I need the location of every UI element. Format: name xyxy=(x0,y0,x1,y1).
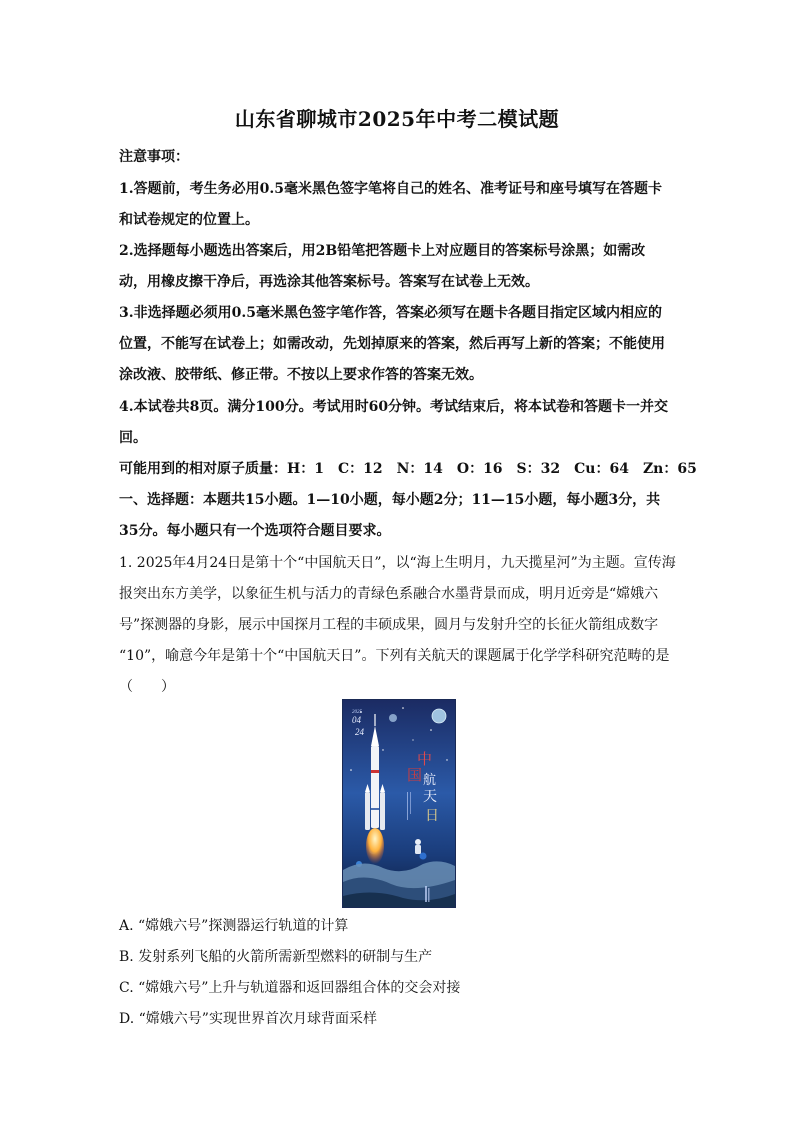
answer-blank: （ ） xyxy=(119,679,175,695)
option-a: A. “嫦娥六号”探测器运行轨道的计算 xyxy=(119,918,349,934)
astronaut-icon xyxy=(415,839,421,854)
planet-icon xyxy=(389,714,397,722)
notice-line: 位置，不能写在试卷上；如需改动，先划掉原来的答案，然后再写上新的答案；不能使用 xyxy=(119,336,665,352)
notice-line: 2.选择题每小题选出答案后，用2B铅笔把答题卡上对应题目的答案标号涂黑；如需改 xyxy=(119,243,646,259)
poster-headline-char: 国 xyxy=(407,766,423,784)
poster-headline-char: 天 xyxy=(423,789,437,805)
notice-line: 涂改液、胶带纸、修正带。不按以上要求作答的答案无效。 xyxy=(119,367,483,383)
poster-month: 04 xyxy=(352,715,361,725)
atomic-masses: 可能用到的相对原子质量：H：1 C：12 N：14 O：16 S：32 Cu：64 Zn：65 xyxy=(119,461,697,477)
question-stem: 报突出东方美学，以象征生机与活力的青绿色系融合水墨背景而成，明月近旁是“嫦娥六 xyxy=(119,586,659,602)
space-day-poster xyxy=(342,699,456,908)
question-stem: “10”，喻意今年是第十个“中国航天日”。下列有关航天的课题属于化学学科研究范畴的是 xyxy=(119,648,670,664)
flame-icon xyxy=(366,828,384,864)
notice-heading: 注意事项： xyxy=(119,149,189,165)
section-heading: 35分。每小题只有一个选项符合题目要求。 xyxy=(119,523,391,539)
notice-line: 和试卷规定的位置上。 xyxy=(119,212,259,228)
poster-headline-char: 日 xyxy=(425,808,439,824)
section-heading: 一、选择题：本题共15小题。1—10小题，每小题2分；11—15小题，每小题3分，共 xyxy=(119,492,661,508)
option-b: B. 发射系列飞船的火箭所需新型燃料的研制与生产 xyxy=(119,949,433,965)
notice-line: 4.本试卷共8页。满分100分。考试用时60分钟。考试结束后，将本试卷和答题卡一并交 xyxy=(119,399,669,415)
poster-day: 24 xyxy=(355,727,364,737)
poster-year: 2025 xyxy=(352,710,362,715)
question-stem: 号”探测器的身影，展示中国探月工程的丰硕成果，圆月与发射升空的长征火箭组成数字 xyxy=(119,617,659,633)
question-stem: 1. 2025年4月24日是第十个“中国航天日”，以“海上生明月，九天揽星河”为主题。宣传海 xyxy=(119,555,676,571)
notice-line: 3.非选择题必须用0.5毫米黑色签字笔作答，答案必须写在题卡各题目指定区域内相应的 xyxy=(119,305,662,321)
option-d: D. “嫦娥六号”实现世界首次月球背面采样 xyxy=(119,1011,377,1027)
notice-line: 动，用橡皮擦干净后，再选涂其他答案标号。答案写在试卷上无效。 xyxy=(119,274,539,290)
option-c: C. “嫦娥六号”上升与轨道器和返回器组合体的交会对接 xyxy=(119,980,461,996)
poster-headline-char: 中 xyxy=(417,750,433,768)
poster-headline-char: 航 xyxy=(423,773,437,788)
exam-title: 山东省聊城市2025年中考二模试题 xyxy=(234,107,560,131)
notice-line: 回。 xyxy=(119,430,147,446)
notice-line: 1.答题前，考生务必用0.5毫米黑色签字笔将自己的姓名、准考证号和座号填写在答题卡 xyxy=(119,181,662,197)
